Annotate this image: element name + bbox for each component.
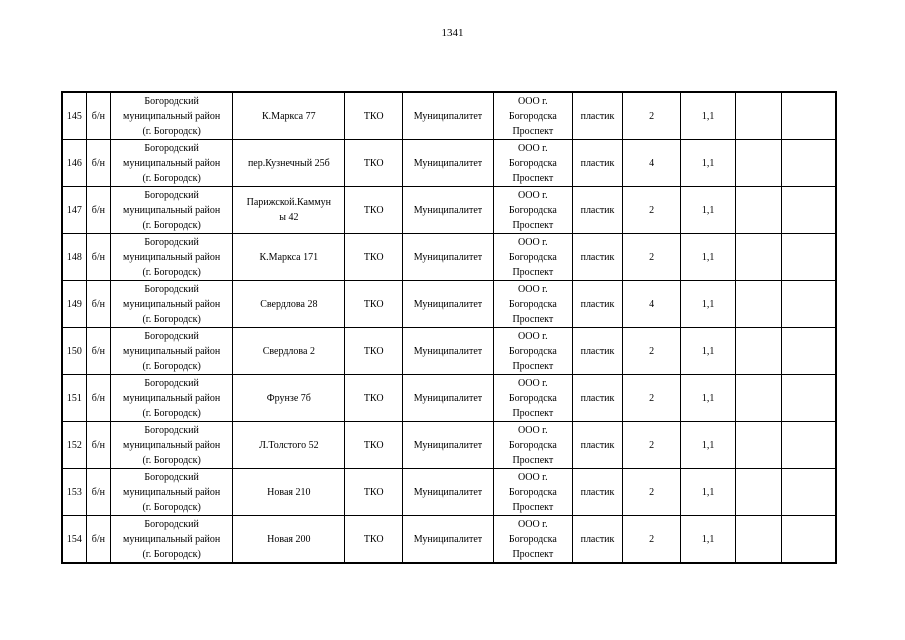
bn-cell: б/н (86, 422, 110, 469)
table-row (62, 469, 836, 516)
container-volume-cell: 1,1 (680, 328, 736, 375)
district-cell: Богородский муниципальный район (г. Богородск) (111, 92, 233, 140)
district-cell: Богородский муниципальный район (г. Богородск) (111, 234, 233, 281)
extra-cell-1 (736, 516, 781, 564)
extra-cell-1 (736, 375, 781, 422)
row-number-cell: 145 (62, 92, 86, 140)
operator-cell: ООО г. Богородска Проспект (493, 422, 572, 469)
address-cell: К.Маркса 77 (233, 92, 345, 140)
bn-cell: б/н (86, 187, 110, 234)
district-cell: Богородский муниципальный район (г. Богородск) (111, 375, 233, 422)
district-cell: Богородский муниципальный район (г. Богородск) (111, 516, 233, 564)
table-row (62, 187, 836, 234)
extra-cell-1 (736, 328, 781, 375)
owner-cell: Муниципалитет (403, 328, 494, 375)
container-count-cell: 4 (623, 281, 681, 328)
address-cell: Новая 200 (233, 516, 345, 564)
operator-cell: ООО г. Богородска Проспект (493, 281, 572, 328)
district-cell: Богородский муниципальный район (г. Богородск) (111, 328, 233, 375)
owner-cell: Муниципалитет (403, 516, 494, 564)
owner-cell: Муниципалитет (403, 187, 494, 234)
bn-cell: б/н (86, 469, 110, 516)
bn-cell: б/н (86, 92, 110, 140)
bn-cell: б/н (86, 140, 110, 187)
district-cell: Богородский муниципальный район (г. Богородск) (111, 187, 233, 234)
extra-cell-2 (781, 516, 836, 564)
waste-type-cell: ТКО (345, 469, 403, 516)
row-number-cell: 147 (62, 187, 86, 234)
owner-cell: Муниципалитет (403, 375, 494, 422)
container-volume-cell: 1,1 (680, 140, 736, 187)
extra-cell-1 (736, 422, 781, 469)
table-row (62, 328, 836, 375)
extra-cell-2 (781, 328, 836, 375)
material-cell: пластик (572, 92, 623, 140)
container-count-cell: 4 (623, 140, 681, 187)
owner-cell: Муниципалитет (403, 469, 494, 516)
material-cell: пластик (572, 469, 623, 516)
address-cell: пер.Кузнечный 25б (233, 140, 345, 187)
district-cell: Богородский муниципальный район (г. Богородск) (111, 281, 233, 328)
container-count-cell: 2 (623, 92, 681, 140)
owner-cell: Муниципалитет (403, 234, 494, 281)
container-count-cell: 2 (623, 187, 681, 234)
owner-cell: Муниципалитет (403, 140, 494, 187)
bn-cell: б/н (86, 516, 110, 564)
container-volume-cell: 1,1 (680, 234, 736, 281)
container-volume-cell: 1,1 (680, 422, 736, 469)
extra-cell-1 (736, 92, 781, 140)
material-cell: пластик (572, 140, 623, 187)
extra-cell-2 (781, 422, 836, 469)
row-number-cell: 154 (62, 516, 86, 564)
waste-type-cell: ТКО (345, 281, 403, 328)
operator-cell: ООО г. Богородска Проспект (493, 140, 572, 187)
operator-cell: ООО г. Богородска Проспект (493, 328, 572, 375)
extra-cell-2 (781, 187, 836, 234)
address-cell: Свердлова 2 (233, 328, 345, 375)
waste-type-cell: ТКО (345, 328, 403, 375)
material-cell: пластик (572, 422, 623, 469)
container-count-cell: 2 (623, 422, 681, 469)
extra-cell-1 (736, 469, 781, 516)
container-count-cell: 2 (623, 516, 681, 564)
container-count-cell: 2 (623, 234, 681, 281)
material-cell: пластик (572, 281, 623, 328)
district-cell: Богородский муниципальный район (г. Богородск) (111, 422, 233, 469)
extra-cell-1 (736, 140, 781, 187)
extra-cell-2 (781, 375, 836, 422)
waste-type-cell: ТКО (345, 140, 403, 187)
extra-cell-1 (736, 234, 781, 281)
extra-cell-2 (781, 140, 836, 187)
row-number-cell: 151 (62, 375, 86, 422)
address-cell: Новая 210 (233, 469, 345, 516)
waste-type-cell: ТКО (345, 92, 403, 140)
operator-cell: ООО г. Богородска Проспект (493, 375, 572, 422)
address-cell: К.Маркса 171 (233, 234, 345, 281)
container-volume-cell: 1,1 (680, 187, 736, 234)
extra-cell-2 (781, 234, 836, 281)
row-number-cell: 146 (62, 140, 86, 187)
material-cell: пластик (572, 516, 623, 564)
extra-cell-2 (781, 92, 836, 140)
extra-cell-1 (736, 281, 781, 328)
container-volume-cell: 1,1 (680, 281, 736, 328)
owner-cell: Муниципалитет (403, 281, 494, 328)
waste-type-cell: ТКО (345, 187, 403, 234)
table-row (62, 516, 836, 564)
address-cell: Л.Толстого 52 (233, 422, 345, 469)
waste-type-cell: ТКО (345, 422, 403, 469)
page-number: 1341 (441, 27, 464, 39)
row-number-cell: 150 (62, 328, 86, 375)
address-cell: Свердлова 28 (233, 281, 345, 328)
container-volume-cell: 1,1 (680, 92, 736, 140)
waste-type-cell: ТКО (345, 375, 403, 422)
owner-cell: Муниципалитет (403, 92, 494, 140)
extra-cell-2 (781, 469, 836, 516)
container-volume-cell: 1,1 (680, 516, 736, 564)
address-cell: Фрунзе 7б (233, 375, 345, 422)
bn-cell: б/н (86, 234, 110, 281)
waste-type-cell: ТКО (345, 234, 403, 281)
address-cell: Парижской.Каммун ы 42 (233, 187, 345, 234)
bn-cell: б/н (86, 375, 110, 422)
material-cell: пластик (572, 234, 623, 281)
container-count-cell: 2 (623, 375, 681, 422)
operator-cell: ООО г. Богородска Проспект (493, 516, 572, 564)
operator-cell: ООО г. Богородска Проспект (493, 92, 572, 140)
owner-cell: Муниципалитет (403, 422, 494, 469)
table-row (62, 281, 836, 328)
waste-type-cell: ТКО (345, 516, 403, 564)
extra-cell-2 (781, 281, 836, 328)
row-number-cell: 152 (62, 422, 86, 469)
row-number-cell: 148 (62, 234, 86, 281)
material-cell: пластик (572, 328, 623, 375)
container-count-cell: 2 (623, 328, 681, 375)
extra-cell-1 (736, 187, 781, 234)
bn-cell: б/н (86, 281, 110, 328)
bn-cell: б/н (86, 328, 110, 375)
table-row (62, 140, 836, 187)
table-row (62, 422, 836, 469)
container-sites-table (61, 91, 837, 564)
operator-cell: ООО г. Богородска Проспект (493, 187, 572, 234)
container-volume-cell: 1,1 (680, 375, 736, 422)
table-body (62, 92, 836, 563)
table-row (62, 92, 836, 140)
container-count-cell: 2 (623, 469, 681, 516)
operator-cell: ООО г. Богородска Проспект (493, 234, 572, 281)
container-volume-cell: 1,1 (680, 469, 736, 516)
row-number-cell: 153 (62, 469, 86, 516)
table-row (62, 234, 836, 281)
row-number-cell: 149 (62, 281, 86, 328)
material-cell: пластик (572, 187, 623, 234)
material-cell: пластик (572, 375, 623, 422)
district-cell: Богородский муниципальный район (г. Богородск) (111, 469, 233, 516)
district-cell: Богородский муниципальный район (г. Богородск) (111, 140, 233, 187)
operator-cell: ООО г. Богородска Проспект (493, 469, 572, 516)
table-row (62, 375, 836, 422)
